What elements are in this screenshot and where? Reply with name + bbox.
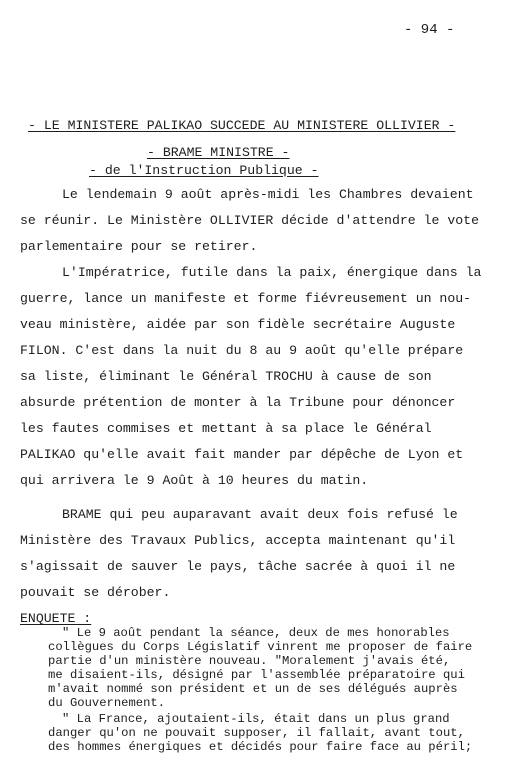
paragraph-2-line-8: PALIKAO qu'elle avait fait mander par dépêche de Lyon et <box>20 447 464 462</box>
enquete-quote-1-line-2: collègues du Corps Législatif vinrent me proposer de faire <box>48 640 473 654</box>
paragraph-2-line-1: L'Impératrice, futile dans la paix, énergique dans la <box>62 265 482 280</box>
paragraph-1-line-2: se réunir. Le Ministère OLLIVIER décide d'attendre le vote <box>20 213 479 228</box>
paragraph-3-line-3: s'agissait de sauver le pays, tâche sacrée à quoi il ne <box>20 559 456 574</box>
page-number: - 94 - <box>404 22 455 38</box>
paragraph-2-line-6: absurde prétention de monter à la Tribune pour dénoncer <box>20 395 456 410</box>
paragraph-3-line-2: Ministère des Travaux Publics, accepta maintenant qu'il <box>20 533 456 548</box>
paragraph-2-line-7: les fautes commises et mettant à sa place le Général <box>20 421 432 436</box>
paragraph-1-line-1: Le lendemain 9 août après-midi les Chambres devaient <box>62 187 474 202</box>
paragraph-1-line-3: parlementaire pour se retirer. <box>20 239 258 254</box>
paragraph-3-line-1: BRAME qui peu auparavant avait deux fois refusé le <box>62 507 458 522</box>
enquete-label: ENQUETE : <box>20 611 92 626</box>
paragraph-3-line-4: pouvait se dérober. <box>20 585 171 600</box>
paragraph-2-line-5: sa liste, éliminant le Général TROCHU à cause de son <box>20 369 432 384</box>
enquete-quote-1-line-1: " Le 9 août pendant la séance, deux de mes honorables <box>62 626 450 640</box>
paragraph-2-line-9: qui arrivera le 9 Août à 10 heures du matin. <box>20 473 369 488</box>
heading-line-3: - de l'Instruction Publique - <box>89 163 319 178</box>
enquete-quote-1-line-5: m'avait nommé son président et un de ses délégués auprès <box>48 682 458 696</box>
paragraph-2-line-2: guerre, lance un manifeste et forme fiévreusement un nou- <box>20 291 472 306</box>
enquete-quote-2-line-2: danger qu'on ne pouvait supposer, il fallait, avant tout, <box>48 726 465 740</box>
enquete-quote-1-line-4: me disaient-ils, désigné par l'assemblée préparatoire qui <box>48 668 465 682</box>
enquete-quote-2-line-3: des hommes énergiques et décidés pour faire face au péril; <box>48 740 473 754</box>
enquete-quote-2-line-1: " La France, ajoutaient-ils, était dans un plus grand <box>62 712 450 726</box>
heading-line-1: - LE MINISTERE PALIKAO SUCCEDE AU MINISTERE OLLIVIER - <box>28 118 456 133</box>
paragraph-2-line-4: FILON. C'est dans la nuit du 8 au 9 août qu'elle prépare <box>20 343 464 358</box>
enquete-quote-1-line-6: du Gouvernement. <box>48 696 166 710</box>
paragraph-2-line-3: veau ministère, aidée par son fidèle secrétaire Auguste <box>20 317 456 332</box>
enquete-quote-1-line-3: partie d'un ministère nouveau. "Moralement j'avais été, <box>48 654 451 668</box>
heading-line-2: - BRAME MINISTRE - <box>147 145 290 160</box>
